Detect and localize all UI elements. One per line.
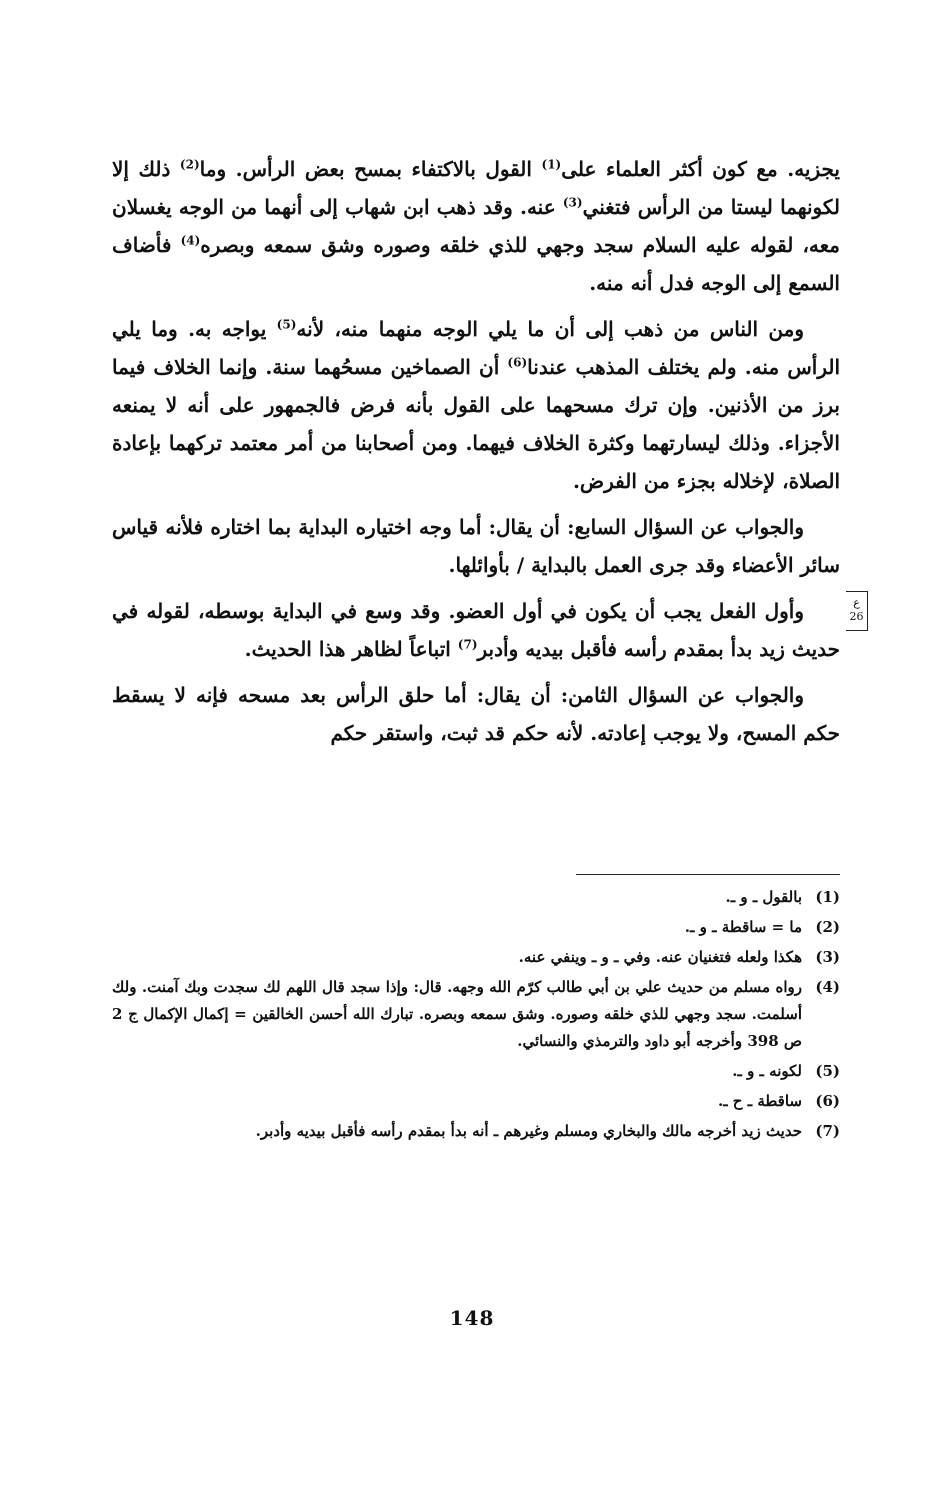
footnote-text: حديث زيد أخرجه مالك والبخاري ومسلم وغيرهم ـ أنه بدأ بمقدم رأسه فأقبل بيديه وأدبر. (255, 1122, 802, 1140)
footnote (112, 1058, 840, 1085)
footnote-text: ما = ساقطة ـ و ـ. (684, 918, 802, 936)
footnote-number: (2) (815, 918, 840, 936)
footnote (112, 1118, 840, 1145)
footnote-number: (1) (815, 888, 840, 906)
footnote-text: لكونه ـ و ـ. (732, 1062, 802, 1080)
footnote (112, 974, 840, 1055)
paragraph-1: يجزيه. مع كون أكثر العلماء على$^{(1)}$ القول بالاكتفاء بمسح بعض الرأس. وما$^{(2)}$ ذلك إلا لكونهما ليستا من الرأس فتغني$^{(3)}$ عنه. وقد ذهب ابن شهاب إلى أنهما من الوجه يغسلان معه، لقوله عليه السلام سجد وجهي للذي خلقه وصوره وشق سمعه وبصره$^{(4)}$ فأضاف السمع إلى الوجه فدل أنه منه. (112, 157, 841, 295)
footnotes (112, 884, 840, 1148)
paragraph-5-text: أما حلق الرأس بعد مسحه فإنه لا يسقط حكم المسح، ولا يوجب إعادته. لأنه حكم قد ثبت، واستقر حكم (112, 683, 840, 745)
paragraph-3-text: أما وجه اختياره البداية بما اختاره فلأنه قياس سائر الأعضاء وقد جرى العمل بالبداية / بأوائلها. (112, 515, 840, 577)
footnote (112, 1088, 840, 1115)
footnote-number: (3) (815, 948, 840, 966)
folio-number: 26 (849, 610, 864, 623)
footnote-number: (4) (815, 978, 840, 996)
footnote-number: (5) (815, 1062, 840, 1080)
footnote (112, 884, 840, 911)
footnote-text: رواه مسلم من حديث علي بن أبي طالب كرّم الله وجهه. قال: وإذا سجد قال اللهم لك سجدت وبك آمنت. ولك أسلمت. سجد وجهي للذي خلقه وصوره. وشق سمعه وبصره. تبارك الله أحسن الخالقين = إكمال الإكمال ج 2 ص 398 وأخرجه أبو داود والترمذي والنسائي. (112, 978, 802, 1050)
paragraph-2: ومن الناس من ذهب إلى أن ما يلي الوجه منهما منه، لأنه$^{(5)}$ يواجه به. وما يلي الرأس منه. ولم يختلف المذهب عندنا$^{(6)}$ أن الصماخين مسحُهما سنة. وإنما الخلاف فيما برز من الأذنين. وإن ترك مسحهما على القول بأنه فرض فالجمهور على أنه لا يمنعه الأجزاء. وذلك ليسارتهما وكثرة الخلاف فيهما. ومن أصحابنا من أمر معتمد تركهما بإعادة الصلاة، لإخلاله بجزء من الفرض. (112, 317, 840, 493)
footnote-separator (576, 874, 840, 875)
paragraph-3 (112, 508, 840, 584)
paragraph-5-lead: والجواب عن السؤال الثامن: أن يقال: (476, 683, 804, 707)
paragraph-5 (112, 676, 840, 752)
footnote (112, 914, 840, 941)
footnote-number: (6) (815, 1092, 840, 1110)
manuscript-folio-marker (846, 591, 868, 631)
footnote (112, 944, 840, 971)
folio-letter: ع (853, 596, 860, 609)
paragraph-4: وأول الفعل يجب أن يكون في أول العضو. وقد وسع في البداية بوسطه، لقوله في حديث زيد بدأ بمقدم رأسه فأقبل بيديه وأدبر$^{(7)}$ اتباعاً لظاهر هذا الحديث. (112, 599, 840, 661)
footnote-text: هكذا ولعله فتغنيان عنه. وفي ـ و ـ وينفي عنه. (518, 948, 802, 966)
footnote-text: ساقطة ـ ح ـ. (717, 1092, 802, 1110)
main-text (112, 150, 840, 760)
footnote-number: (7) (815, 1122, 840, 1140)
footnote-text: بالقول ـ و ـ. (725, 888, 802, 906)
page-number: 148 (449, 1306, 495, 1330)
paragraph-3-lead: والجواب عن السؤال السابع: أن يقال: (488, 515, 805, 539)
